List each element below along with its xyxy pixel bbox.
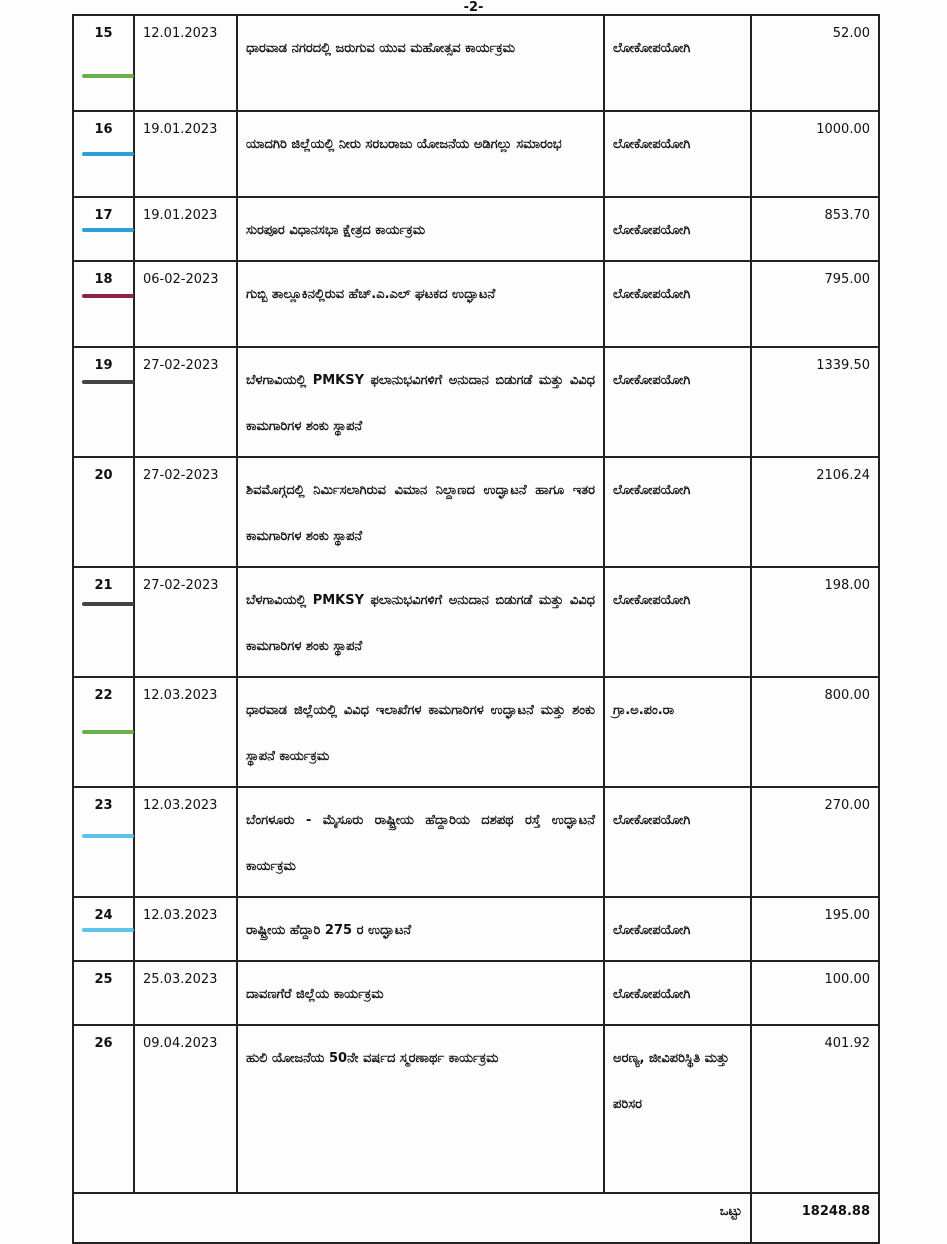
row-amount (751, 261, 879, 347)
table-row (73, 787, 879, 897)
row-number-text: 23 (94, 798, 113, 813)
highlight-marker (82, 730, 134, 734)
row-department-text: ಲೋಕೋಪಯೋಗಿ (613, 137, 691, 152)
expense-table (72, 14, 880, 1244)
table-row (73, 15, 879, 111)
row-description (237, 567, 604, 677)
row-number-text: 21 (94, 578, 113, 593)
row-department (604, 567, 751, 677)
highlight-marker (82, 928, 134, 932)
row-description-text: ಧಾರವಾಡ ಜಿಲ್ಲೆಯಲ್ಲಿ ವಿವಿಧ ಇಲಾಖೆಗಳ ಕಾಮಗಾರಿಗಳ ಉದ್ಘಾಟನೆ ಮತ್ತು ಶಂಕು ಸ್ಥಾಪನೆ ಕಾರ್ಯಕ್ರಮ (246, 703, 595, 764)
row-amount-text: 1339.50 (816, 358, 870, 373)
row-number-text: 20 (94, 468, 113, 483)
row-description (237, 787, 604, 897)
row-description-text: ಬೆಂಗಳೂರು - ಮೈಸೂರು ರಾಷ್ಟ್ರೀಯ ಹೆದ್ದಾರಿಯ ದಶಪಥ ರಸ್ತೆ ಉದ್ಘಾಟನೆ ಕಾರ್ಯಕ್ರಮ (246, 813, 595, 874)
row-department (604, 787, 751, 897)
row-date-text: 27-02-2023 (143, 468, 219, 483)
row-date (134, 197, 237, 261)
row-department (604, 261, 751, 347)
row-department-text: ಲೋಕೋಪಯೋಗಿ (613, 373, 691, 388)
row-department-text: ಲೋಕೋಪಯೋಗಿ (613, 987, 691, 1002)
row-amount-text: 270.00 (824, 798, 870, 813)
row-number-text: 16 (94, 122, 113, 137)
row-number (73, 897, 134, 961)
row-number-text: 19 (94, 358, 113, 373)
row-description (237, 15, 604, 111)
row-department-text: ಲೋಕೋಪಯೋಗಿ (613, 813, 691, 828)
row-description (237, 1025, 604, 1193)
row-date (134, 1025, 237, 1193)
table-row (73, 111, 879, 197)
row-number-text: 24 (94, 908, 113, 923)
row-date-text: 12.01.2023 (143, 26, 218, 41)
row-date-text: 06-02-2023 (143, 272, 219, 287)
row-date (134, 961, 237, 1025)
row-description (237, 261, 604, 347)
table-row (73, 677, 879, 787)
row-department-text: ಲೋಕೋಪಯೋಗಿ (613, 923, 691, 938)
row-description (237, 897, 604, 961)
row-date-text: 19.01.2023 (143, 208, 218, 223)
row-amount-text: 853.70 (824, 208, 870, 223)
row-date-text: 12.03.2023 (143, 798, 218, 813)
row-amount (751, 347, 879, 457)
row-amount-text: 1000.00 (816, 122, 870, 137)
row-date-text: 09.04.2023 (143, 1036, 218, 1051)
row-department-text: ಅರಣ್ಯ, ಜೀವಿಪರಿಸ್ಥಿತಿ ಮತ್ತು ಪರಿಸರ (613, 1051, 730, 1112)
total-amount: 18248.88 (751, 1193, 879, 1243)
row-description-text: ಹುಲಿ ಯೋಜನೆಯ 50ನೇ ವರ್ಷದ ಸ್ಮರಣಾರ್ಥ ಕಾರ್ಯಕ್ರಮ (246, 1051, 499, 1066)
row-date (134, 897, 237, 961)
row-date (134, 15, 237, 111)
row-number (73, 197, 134, 261)
highlight-marker (82, 834, 134, 838)
highlight-marker (82, 602, 134, 606)
row-date (134, 111, 237, 197)
row-amount-text: 800.00 (824, 688, 870, 703)
row-amount (751, 677, 879, 787)
row-amount-text: 198.00 (824, 578, 870, 593)
row-description-text: ಧಾರವಾಡ ನಗರದಲ್ಲಿ ಜರುಗುವ ಯುವ ಮಹೋತ್ಸವ ಕಾರ್ಯಕ್ರಮ (246, 41, 516, 56)
row-number (73, 677, 134, 787)
row-amount-text: 52.00 (832, 26, 870, 41)
table-row (73, 197, 879, 261)
row-number (73, 457, 134, 567)
row-date-text: 12.03.2023 (143, 688, 218, 703)
row-description (237, 347, 604, 457)
total-label: ಒಟ್ಟು (73, 1193, 751, 1243)
highlight-marker (82, 152, 134, 156)
table-row (73, 961, 879, 1025)
row-amount (751, 787, 879, 897)
row-department (604, 111, 751, 197)
page-number: -2- (463, 0, 484, 15)
table-row (73, 1025, 879, 1193)
row-amount-text: 795.00 (824, 272, 870, 287)
row-description-text: ದಾವಣಗೆರೆ ಜಿಲ್ಲೆಯ ಕಾರ್ಯಕ್ರಮ (246, 987, 384, 1002)
row-date (134, 677, 237, 787)
row-number-text: 26 (94, 1036, 113, 1051)
table-row (73, 567, 879, 677)
row-department (604, 197, 751, 261)
row-department-text: ಲೋಕೋಪಯೋಗಿ (613, 593, 691, 608)
row-amount-text: 401.92 (824, 1036, 870, 1051)
row-number-text: 15 (94, 26, 113, 41)
row-date-text: 27-02-2023 (143, 578, 219, 593)
row-date (134, 261, 237, 347)
table-row (73, 897, 879, 961)
row-amount (751, 961, 879, 1025)
table-body (73, 15, 879, 1243)
row-number (73, 961, 134, 1025)
row-description-text: ಗುಬ್ಬಿ ತಾಲ್ಲೂಕಿನಲ್ಲಿರುವ ಹೆಚ್.ಎ.ಎಲ್ ಘಟಕದ ಉದ್ಘಾಟನೆ (246, 287, 496, 302)
row-department-text: ಲೋಕೋಪಯೋಗಿ (613, 223, 691, 238)
row-number (73, 261, 134, 347)
total-row (73, 1193, 879, 1243)
row-number-text: 18 (94, 272, 113, 287)
row-department (604, 1025, 751, 1193)
row-number (73, 111, 134, 197)
row-number-text: 17 (94, 208, 113, 223)
row-description (237, 457, 604, 567)
row-description (237, 677, 604, 787)
row-amount (751, 111, 879, 197)
row-amount (751, 1025, 879, 1193)
row-description-text: ಬೆಳಗಾವಿಯಲ್ಲಿ PMKSY ಫಲಾನುಭವಿಗಳಿಗೆ ಅನುದಾನ ಬಿಡುಗಡೆ ಮತ್ತು ವಿವಿಧ ಕಾಮಗಾರಿಗಳ ಶಂಕು ಸ್ಥಾಪನೆ (246, 593, 595, 654)
row-department-text: ಗ್ರಾ.ಅ.ಪಂ.ರಾ (613, 703, 675, 718)
table-row (73, 457, 879, 567)
table-row (73, 347, 879, 457)
row-date (134, 567, 237, 677)
row-number-text: 22 (94, 688, 113, 703)
highlight-marker (82, 294, 134, 298)
row-department (604, 961, 751, 1025)
highlight-marker (82, 74, 134, 78)
row-department (604, 457, 751, 567)
table-row (73, 261, 879, 347)
row-number (73, 1025, 134, 1193)
row-department (604, 897, 751, 961)
row-number (73, 15, 134, 111)
row-description-text: ಯಾದಗಿರಿ ಜಿಲ್ಲೆಯಲ್ಲಿ ನೀರು ಸರಬರಾಜು ಯೋಜನೆಯ ಅಡಿಗಲ್ಲು ಸಮಾರಂಭ (246, 137, 562, 152)
row-description-text: ಶಿವಮೊಗ್ಗದಲ್ಲಿ ನಿರ್ಮಿಸಲಾಗಿರುವ ವಿಮಾನ ನಿಲ್ದಾಣದ ಉದ್ಘಾಟನೆ ಹಾಗೂ ಇತರ ಕಾಮಗಾರಿಗಳ ಶಂಕು ಸ್ಥಾಪನೆ (246, 483, 595, 544)
row-amount (751, 567, 879, 677)
row-number (73, 567, 134, 677)
row-amount (751, 197, 879, 261)
row-department (604, 15, 751, 111)
row-number-text: 25 (94, 972, 113, 987)
row-date-text: 25.03.2023 (143, 972, 218, 987)
row-description-text: ರಾಷ್ಟ್ರೀಯ ಹೆದ್ದಾರಿ 275 ರ ಉದ್ಘಾಟನೆ (246, 923, 412, 938)
row-description-text: ಸುರಪೂರ ವಿಧಾನಸಭಾ ಕ್ಷೇತ್ರದ ಕಾರ್ಯಕ್ರಮ (246, 223, 426, 238)
row-amount-text: 2106.24 (816, 468, 870, 483)
row-description (237, 961, 604, 1025)
row-department-text: ಲೋಕೋಪಯೋಗಿ (613, 287, 691, 302)
row-date-text: 27-02-2023 (143, 358, 219, 373)
row-amount (751, 15, 879, 111)
row-department (604, 347, 751, 457)
row-description-text: ಬೆಳಗಾವಿಯಲ್ಲಿ PMKSY ಫಲಾನುಭವಿಗಳಿಗೆ ಅನುದಾನ ಬಿಡುಗಡೆ ಮತ್ತು ವಿವಿಧ ಕಾಮಗಾರಿಗಳ ಶಂಕು ಸ್ಥಾಪನೆ (246, 373, 595, 434)
row-department-text: ಲೋಕೋಪಯೋಗಿ (613, 483, 691, 498)
highlight-marker (82, 380, 134, 384)
row-description (237, 197, 604, 261)
row-date (134, 787, 237, 897)
row-amount (751, 457, 879, 567)
row-date (134, 457, 237, 567)
row-date-text: 12.03.2023 (143, 908, 218, 923)
highlight-marker (82, 228, 134, 232)
row-date (134, 347, 237, 457)
row-amount-text: 195.00 (824, 908, 870, 923)
row-amount-text: 100.00 (824, 972, 870, 987)
row-number (73, 347, 134, 457)
row-description (237, 111, 604, 197)
row-amount (751, 897, 879, 961)
row-department (604, 677, 751, 787)
row-date-text: 19.01.2023 (143, 122, 218, 137)
row-department-text: ಲೋಕೋಪಯೋಗಿ (613, 41, 691, 56)
row-number (73, 787, 134, 897)
